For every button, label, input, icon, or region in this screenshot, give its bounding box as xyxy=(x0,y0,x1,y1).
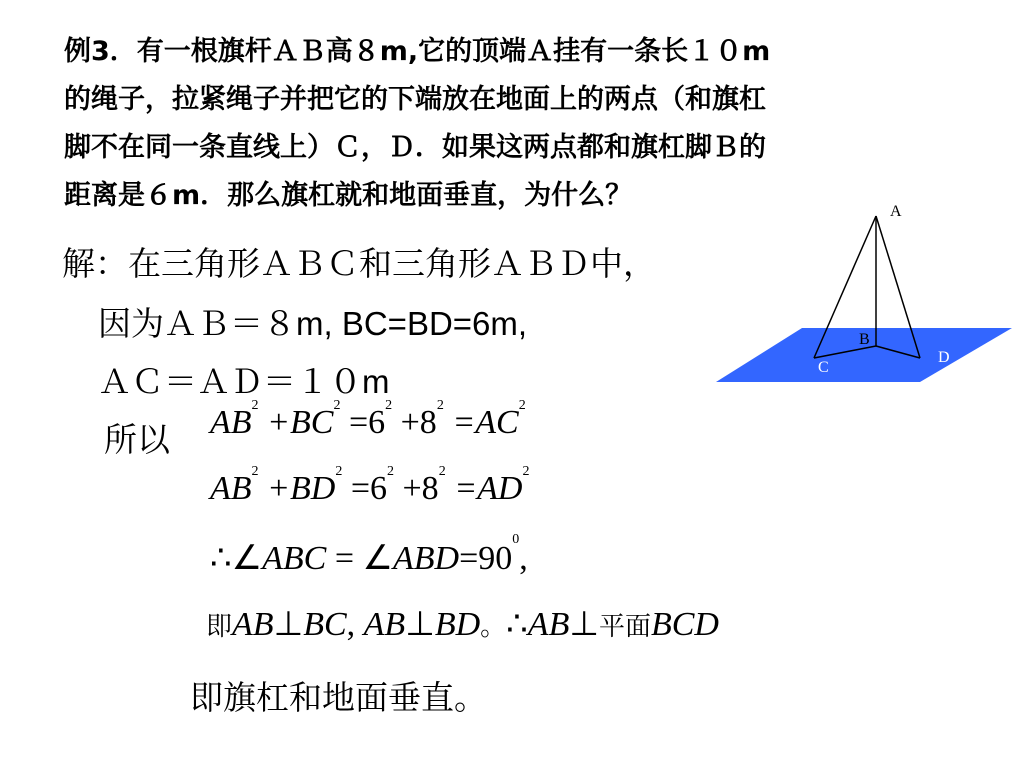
eq1-bc: +BC xyxy=(267,404,334,441)
eq2-exp-5: 2 xyxy=(522,464,530,479)
solution-line-3 xyxy=(98,356,390,403)
eq4-bcd: BCD xyxy=(650,606,719,643)
eq3-abd: ABD xyxy=(393,540,460,577)
eq2-exp-3: 2 xyxy=(387,464,394,479)
eq4-period: 。 xyxy=(480,612,507,642)
perp-symbol-3: ⊥ xyxy=(569,606,599,643)
eq4-comma: , xyxy=(346,606,356,643)
eq2-bd: +BD xyxy=(267,470,336,507)
eq3-degree: 0 xyxy=(512,532,520,547)
eq3-ninety: =90 xyxy=(459,540,513,577)
solution-line-2 xyxy=(98,298,527,345)
eq1-exp-5: 2 xyxy=(518,398,526,413)
solution-line-3-prefix: ＡＣ＝ＡＤ＝１０ xyxy=(98,362,362,401)
problem-line-1: 例3．有一根旗杆ＡＢ高８m,它的顶端Ａ挂有一条长１０m xyxy=(64,36,771,67)
label-a: A xyxy=(890,203,902,220)
angle-symbol-2: ∠ xyxy=(362,540,394,577)
angle-symbol-1: ∠ xyxy=(231,540,263,577)
perp-symbol-2: ⊥ xyxy=(405,606,435,643)
eq4-bc: BC xyxy=(303,606,347,643)
eq4-bd: BD xyxy=(434,606,481,643)
problem-line-3: 脚不在同一条直线上）Ｃ，Ｄ．如果这两点都和旗杠脚Ｂ的 xyxy=(64,132,766,163)
eq2-six: =6 xyxy=(350,470,387,507)
equation-1 xyxy=(210,398,526,442)
eq1-eight: +8 xyxy=(400,404,437,441)
label-c: C xyxy=(818,359,829,376)
eq4-ab-2: AB xyxy=(363,606,406,643)
eq1-ac: =AC xyxy=(452,404,519,441)
eq3-comma: , xyxy=(519,540,528,577)
label-b: B xyxy=(859,331,870,348)
solution-line-2-prefix: 因为ＡＢ＝８ xyxy=(98,304,296,343)
solution-line-1: 解：在三角形ＡＢＣ和三角形ＡＢＤ中， xyxy=(62,244,656,283)
eq1-exp-2: 2 xyxy=(333,398,341,413)
eq2-exp-1: 2 xyxy=(251,464,259,479)
eq4-ab-3: AB xyxy=(527,606,570,643)
eq3-abc: ABC xyxy=(262,540,327,577)
eq1-six: =6 xyxy=(348,404,386,441)
eq2-ab: AB xyxy=(210,470,252,507)
solution-line-2-values: m, BC=BD=6m, xyxy=(296,305,528,342)
eq3-equals: = xyxy=(326,540,363,577)
eq4-ji: 即 xyxy=(206,612,233,642)
equation-3 xyxy=(210,532,528,578)
equation-4 xyxy=(206,604,719,644)
perp-symbol-1: ⊥ xyxy=(273,606,304,643)
solution-suoyi-label: 所以 xyxy=(104,420,170,459)
eq1-ab: AB xyxy=(210,404,252,441)
equation-2 xyxy=(210,464,530,508)
eq1-exp-3: 2 xyxy=(385,398,393,413)
eq4-plane: 平面 xyxy=(598,612,651,642)
eq2-eight: +8 xyxy=(402,470,439,507)
solution-line-3-unit: m xyxy=(362,363,390,400)
problem-line-2: 的绳子，拉紧绳子并把它的下端放在地面上的两点（和旗杠 xyxy=(64,84,766,115)
eq4-ab-1: AB xyxy=(232,606,274,643)
flagpole-figure xyxy=(714,196,1014,386)
eq2-ad: =AD xyxy=(454,470,523,507)
eq2-exp-4: 2 xyxy=(438,464,446,479)
problem-line-4: 距离是６m．那么旗杠就和地面垂直，为什么？ xyxy=(64,180,633,211)
conclusion: 即旗杠和地面垂直。 xyxy=(190,678,487,717)
label-d: D xyxy=(938,349,950,366)
problem-statement xyxy=(64,28,964,220)
eq1-exp-1: 2 xyxy=(251,398,259,413)
eq2-exp-2: 2 xyxy=(335,464,343,479)
therefore-symbol-2: ∴ xyxy=(506,606,528,643)
eq1-exp-4: 2 xyxy=(436,398,444,413)
therefore-symbol: ∴ xyxy=(210,540,232,577)
